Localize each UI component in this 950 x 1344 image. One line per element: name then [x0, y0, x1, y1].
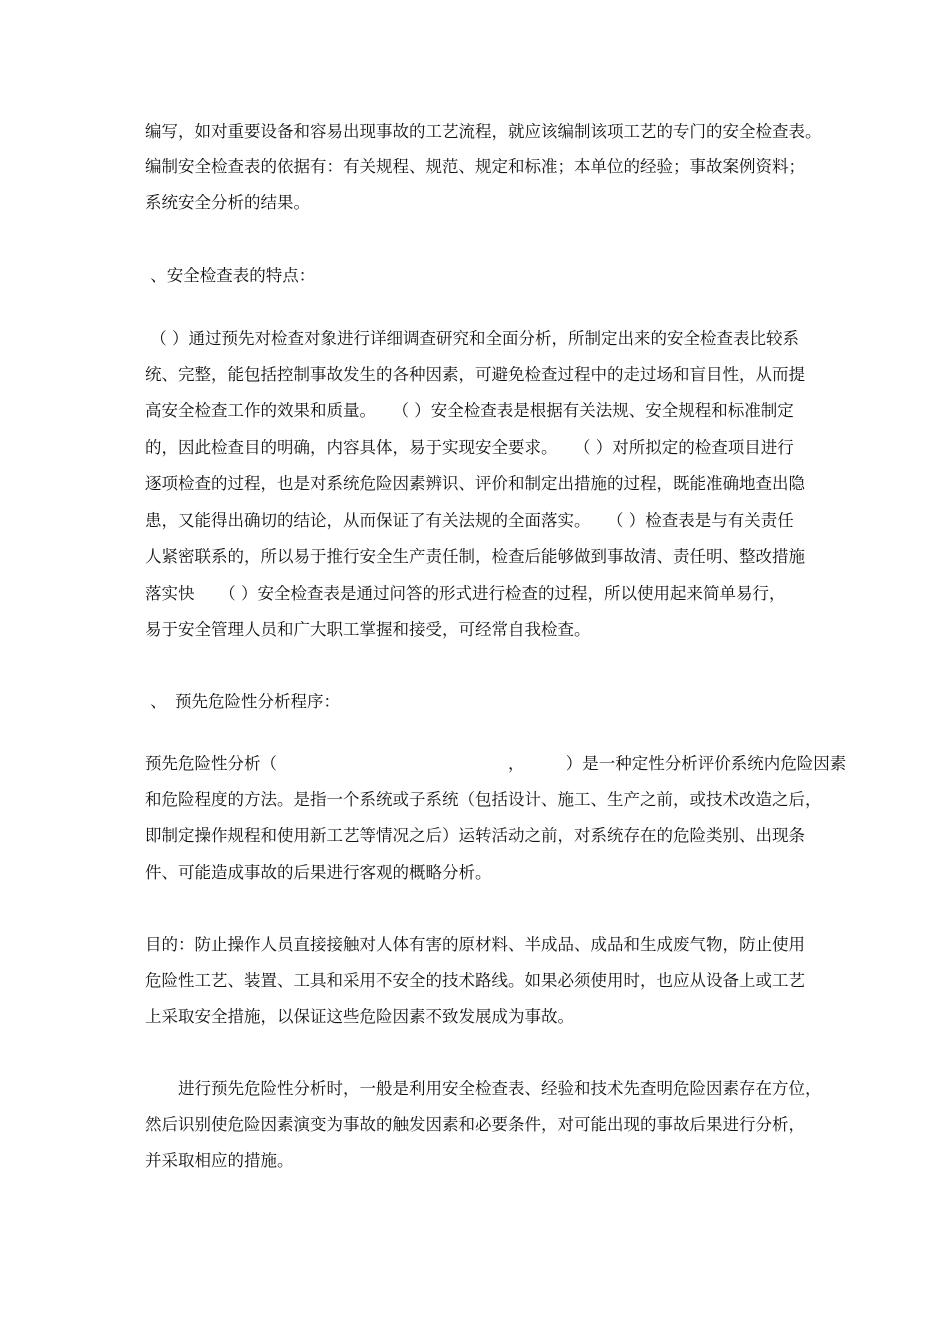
intro-line-3: 系统安全分析的结果。 — [145, 193, 310, 212]
features-line-2: 统、完整，能包括控制事故发生的各种因素，可避免检查过程中的走过场和盲目性，从而提 — [145, 365, 805, 384]
procedure-line-1: 进行预先危险性分析时，一般是利用安全检查表、经验和技术先查明危险因素存在方位， — [145, 1079, 822, 1098]
pha-definition-line-4: 件、可能造成事故的后果进行客观的概略分析。 — [145, 863, 492, 882]
purpose-line-2: 危险性工艺、装置、工具和采用不安全的技术路线。如果必须使用时，也应从设备上或工艺 — [145, 971, 805, 990]
intro-line-1: 编写，如对重要设备和容易出现事故的工艺流程，就应该编制该项工艺的专门的安全检查表。 — [145, 122, 822, 141]
features-line-5: 逐项检查的过程，也是对系统危险因素辨识、评价和制定出措施的过程，既能准确地查出隐 — [145, 474, 805, 493]
features-line-6: 患，又能得出确切的结论，从而保证了有关法规的全面落实。 （ ）检查表是与有关责任 — [145, 511, 794, 530]
section-heading-features: 、安全检查表的特点： — [145, 266, 316, 285]
features-line-8: 落实快 （ ）安全检查表是通过问答的形式进行检查的过程，所以使用起来简单易行， — [145, 584, 786, 603]
features-line-7: 人紧密联系的，所以易于推行安全生产责任制，检查后能够做到事故清、责任明、整改措施 — [145, 547, 805, 566]
pha-definition-line-3: 即制定操作规程和使用新工艺等情况之后）运转活动之前，对系统存在的危险类别、出现条 — [145, 826, 805, 845]
purpose-line-3: 上采取安全措施，以保证这些危险因素不致发展成为事故。 — [145, 1007, 574, 1026]
features-line-3: 高安全检查工作的效果和质量。 （ ）安全检查表是根据有关法规、安全规程和标准制定 — [145, 401, 794, 420]
pha-definition-line-1: 预先危险性分析（ ， ）是一种定性分析评价系统内危险因素 — [145, 754, 847, 773]
pha-definition-line-2: 和危险程度的方法。是指一个系统或子系统（包括设计、施工、生产之前，或技术改造之后， — [145, 790, 822, 809]
intro-line-2: 编制安全检查表的依据有：有关规程、规范、规定和标准；本单位的经验；事故案例资料； — [145, 157, 805, 176]
procedure-line-2: 然后识别使危险因素演变为事故的触发因素和必要条件，对可能出现的事故后果进行分析， — [145, 1115, 805, 1134]
features-line-4: 的，因此检查目的明确，内容具体，易于实现安全要求。 （ ）对所拟定的检查项目进行 — [145, 438, 794, 457]
features-line-1: （ ）通过预先对检查对象进行详细调查研究和全面分析，所制定出来的安全检查表比较系 — [145, 329, 799, 348]
section-heading-pha: 、 预先危险性分析程序： — [145, 692, 340, 711]
purpose-line-1: 目的：防止操作人员直接接触对人体有害的原材料、半成品、成品和生成废气物，防止使用 — [145, 935, 805, 954]
features-line-9: 易于安全管理人员和广大职工掌握和接受，可经常自我检查。 — [145, 620, 591, 639]
procedure-line-3: 并采取相应的措施。 — [145, 1151, 294, 1170]
